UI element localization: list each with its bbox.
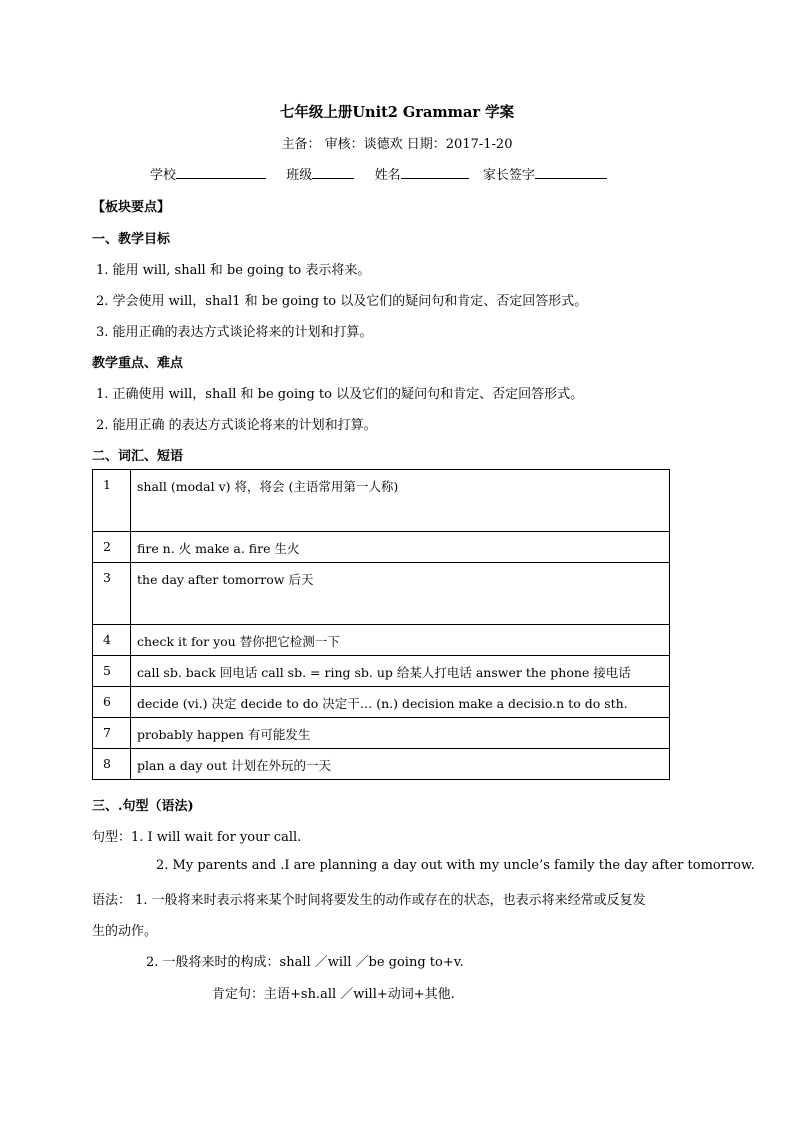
goal-item: 3. 能用正确的表达方式谈论将来的计划和打算。 xyxy=(96,325,373,340)
row-number: 6 xyxy=(93,687,131,718)
school-label: 学校 xyxy=(150,168,177,183)
name-label: 姓名 xyxy=(374,168,401,183)
row-number: 4 xyxy=(93,625,131,656)
table-row xyxy=(93,718,670,749)
key-points-heading: 教学重点、难点 xyxy=(92,356,184,371)
section-main-heading: 【板块要点】 xyxy=(92,200,171,215)
parent-blank[interactable] xyxy=(535,165,607,179)
grammar-point-2: 2. 一般将来时的构成：shall ／will ／be going to+v. xyxy=(146,955,464,970)
row-number: 5 xyxy=(93,656,131,687)
table-row xyxy=(93,656,670,687)
row-number: 3 xyxy=(93,563,131,625)
grammar-point-1: 语法： 1. 一般将来时表示将来某个时间将要发生的动作或存在的状态，也表示将来经常或反复发 xyxy=(92,893,646,908)
class-label: 班级 xyxy=(286,168,313,183)
table-row xyxy=(93,532,670,563)
page-title: 七年级上册Unit2 Grammar 学案 xyxy=(279,104,515,121)
row-number: 8 xyxy=(93,749,131,780)
sentence-pattern-2: 2. My parents and .I are planning a day out with my uncle’s family the day after tomorrow. xyxy=(156,858,755,873)
table-row xyxy=(93,563,670,625)
class-blank[interactable] xyxy=(312,165,354,179)
row-number: 2 xyxy=(93,532,131,563)
row-text: call sb. back 回电话 call sb. = ring sb. up 给某人打电话 answer the phone 接电话 xyxy=(131,656,670,687)
section2-heading: 二、词汇、短语 xyxy=(92,449,184,464)
name-blank[interactable] xyxy=(401,165,469,179)
section1-heading: 一、教学目标 xyxy=(92,232,171,247)
info-fields-line xyxy=(150,164,607,183)
row-text: plan a day out 计划在外玩的一天 xyxy=(131,749,670,780)
school-blank[interactable] xyxy=(176,165,266,179)
row-number: 7 xyxy=(93,718,131,749)
section3-heading: 三、.句型（语法) xyxy=(92,799,194,814)
table-row xyxy=(93,749,670,780)
table-row xyxy=(93,687,670,718)
goal-item: 1. 能用 will, shall 和 be going to 表示将来。 xyxy=(96,263,371,278)
row-text: decide (vi.) 决定 decide to do 决定干… (n.) decision make a decisio.n to do sth. xyxy=(131,687,670,718)
table-row xyxy=(93,625,670,656)
row-text: check it for you 替你把它检测一下 xyxy=(131,625,670,656)
goal-item: 2. 学会使用 will，shal1 和 be going to 以及它们的疑问句和肯定、否定回答形式。 xyxy=(96,294,588,309)
vocab-table xyxy=(92,469,670,780)
row-text: probably happen 有可能发生 xyxy=(131,718,670,749)
key-item: 2. 能用正确 的表达方式谈论将来的计划和打算。 xyxy=(96,418,377,433)
sentence-pattern-1: 句型：1. I will wait for your call. xyxy=(92,830,302,845)
key-item: 1. 正确使用 will，shall 和 be going to 以及它们的疑问句和肯定、否定回答形式。 xyxy=(96,387,584,402)
grammar-affirmative: 肯定句：主语+sh.all ／will+动词+其他. xyxy=(212,987,455,1002)
grammar-point-1-cont: 生的动作。 xyxy=(92,924,158,939)
row-text: fire n. 火 make a. fire 生火 xyxy=(131,532,670,563)
row-text: the day after tomorrow 后天 xyxy=(131,563,670,625)
author-line: 主备： 审核：谈德欢 日期：2017-1-20 xyxy=(281,137,513,152)
parent-label: 家长签字 xyxy=(482,168,535,183)
row-number: 1 xyxy=(93,470,131,532)
table-row xyxy=(93,470,670,532)
row-text: shall (modal v) 将，将会 (主语常用第一人称) xyxy=(131,470,670,532)
